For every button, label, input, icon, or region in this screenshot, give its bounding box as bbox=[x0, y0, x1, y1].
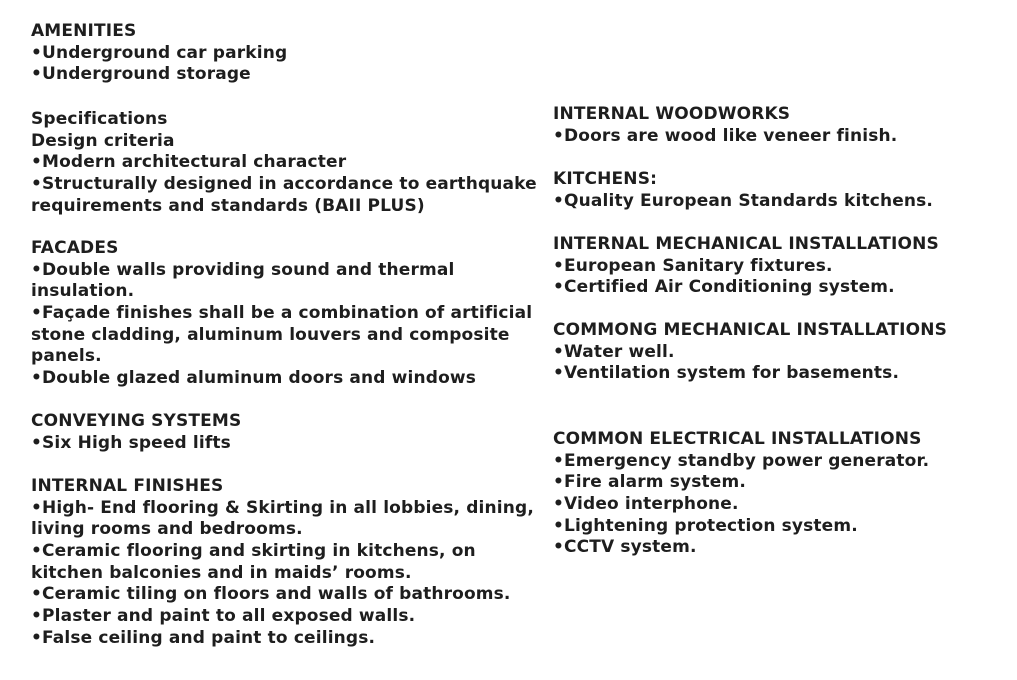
section-heading: INTERNAL FINISHES bbox=[31, 476, 224, 496]
facades-section bbox=[31, 238, 551, 390]
section-heading: COMMON ELECTRICAL INSTALLATIONS bbox=[553, 429, 922, 449]
list-item: •European Sanitary fixtures. bbox=[553, 255, 833, 276]
list-item: •CCTV system. bbox=[553, 537, 697, 558]
list-item: •Ventilation system for basements. bbox=[553, 363, 900, 384]
list-item: •Six High speed lifts bbox=[31, 432, 231, 453]
list-item: •Quality European Standards kitchens. bbox=[553, 190, 934, 211]
list-item: •False ceiling and paint to ceilings. bbox=[31, 627, 376, 648]
list-item: •Video interphone. bbox=[553, 494, 739, 515]
list-item-continuation: living rooms and bedrooms. bbox=[31, 519, 303, 540]
list-item-continuation: requirements and standards (BAII PLUS) bbox=[31, 195, 425, 216]
section-heading: INTERNAL MECHANICAL INSTALLATIONS bbox=[553, 234, 939, 254]
list-item-continuation: insulation. bbox=[31, 281, 135, 302]
list-item: •Emergency standby power generator. bbox=[553, 450, 930, 471]
list-item: •Water well. bbox=[553, 341, 675, 362]
section-heading: AMENITIES bbox=[31, 21, 137, 41]
common-electrical-section bbox=[553, 429, 1013, 559]
amenities-section bbox=[31, 21, 551, 86]
list-item: •Plaster and paint to all exposed walls. bbox=[31, 606, 416, 627]
section-heading: COMMONG MECHANICAL INSTALLATIONS bbox=[553, 320, 948, 340]
common-mechanical-section bbox=[553, 320, 1013, 385]
subheading: Design criteria bbox=[31, 130, 175, 151]
list-item: •Façade finishes shall be a combination of artificial bbox=[31, 303, 533, 324]
list-item: •High- End flooring & Skirting in all lobbies, dining, bbox=[31, 497, 534, 518]
list-item: •Ceramic flooring and skirting in kitchens, on bbox=[31, 541, 476, 562]
list-item: •Underground storage bbox=[31, 64, 251, 85]
list-item: •Doors are wood like veneer finish. bbox=[553, 125, 898, 146]
conveying-systems-section bbox=[31, 411, 551, 454]
list-item-continuation: stone cladding, aluminum louvers and composite bbox=[31, 324, 510, 345]
section-heading: KITCHENS: bbox=[553, 169, 658, 189]
section-heading: INTERNAL WOODWORKS bbox=[553, 104, 791, 124]
kitchens-section bbox=[553, 169, 1013, 212]
list-item: •Modern architectural character bbox=[31, 152, 347, 173]
list-item: •Lightening protection system. bbox=[553, 515, 858, 536]
list-item: •Ceramic tiling on floors and walls of bathrooms. bbox=[31, 584, 511, 605]
internal-mechanical-section bbox=[553, 234, 1013, 299]
list-item: •Structurally designed in accordance to earthquake bbox=[31, 174, 537, 195]
section-heading: CONVEYING SYSTEMS bbox=[31, 411, 242, 431]
specifications-section bbox=[31, 109, 551, 217]
section-heading: Specifications bbox=[31, 109, 168, 129]
internal-finishes-section bbox=[31, 476, 551, 650]
list-item: •Double walls providing sound and thermal bbox=[31, 259, 455, 280]
list-item-continuation: panels. bbox=[31, 346, 102, 367]
list-item: •Fire alarm system. bbox=[553, 472, 746, 493]
list-item-continuation: kitchen balconies and in maids’ rooms. bbox=[31, 562, 412, 583]
section-heading: FACADES bbox=[31, 238, 119, 258]
list-item: •Certified Air Conditioning system. bbox=[553, 277, 895, 298]
internal-woodworks-section bbox=[553, 104, 1013, 147]
list-item: •Underground car parking bbox=[31, 42, 288, 63]
list-item: •Double glazed aluminum doors and windows bbox=[31, 368, 477, 389]
